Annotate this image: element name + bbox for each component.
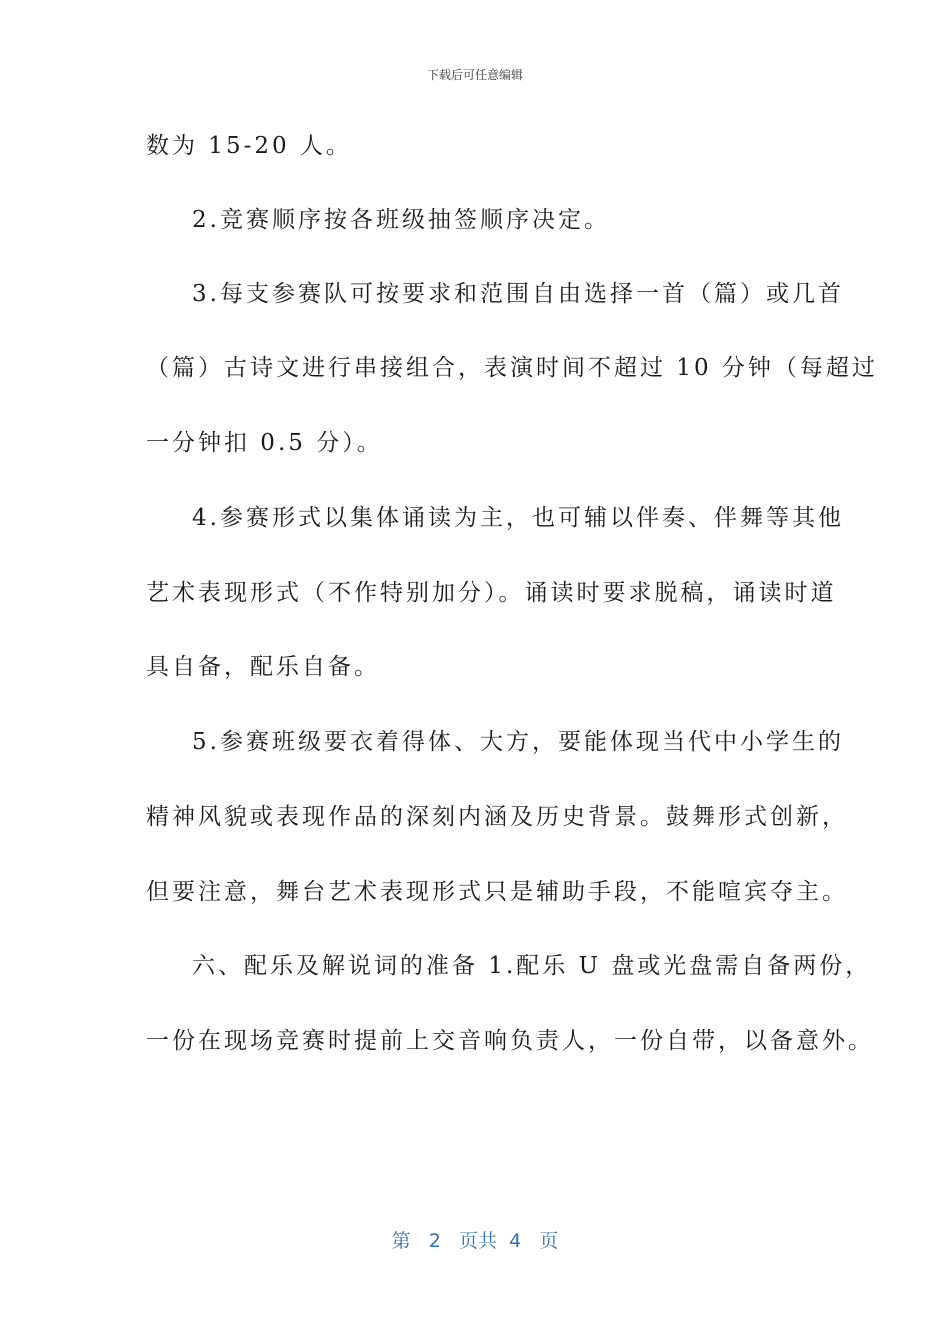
body-line-3: 3.每支参赛队可按要求和范围自由选择一首（篇）或几首 [192,281,844,307]
body-line-11: 但要注意，舞台艺术表现形式只是辅助手段，不能喧宾夺主。 [146,879,848,905]
body-line-4: （篇）古诗文进行串接组合，表演时间不超过 10 分钟（每超过 [146,355,878,381]
body-line-12: 六、配乐及解说词的准备 1.配乐 U 盘或光盘需自备两份， [192,953,872,979]
body-line-10: 精神风貌或表现作品的深刻内涵及历史背景。鼓舞形式创新， [146,804,848,830]
body-line-13: 一份在现场竞赛时提前上交音响负责人，一份自带，以备意外。 [146,1028,874,1054]
page-footer [0,1226,950,1253]
footer-label-end: 页 [539,1230,559,1252]
body-line-1: 数为 15-20 人。 [146,133,352,159]
footer-label-page: 第 [391,1230,411,1252]
footer-current-page: 2 [428,1230,441,1252]
body-line-5: 一分钟扣 0.5 分）。 [146,430,383,456]
body-line-2: 2.竞赛顺序按各班级抽签顺序决定。 [192,207,610,233]
footer-label-total: 页共 [459,1230,498,1252]
body-line-9: 5.参赛班级要衣着得体、大方，要能体现当代中小学生的 [192,729,844,755]
footer-total-pages: 4 [509,1230,522,1252]
body-line-6: 4.参赛形式以集体诵读为主，也可辅以伴奏、伴舞等其他 [192,505,844,531]
body-line-7: 艺术表现形式（不作特别加分）。诵读时要求脱稿，诵读时道 [146,580,837,606]
page-header: 下载后可任意编辑 [426,68,523,82]
body-line-8: 具自备，配乐自备。 [146,654,380,680]
